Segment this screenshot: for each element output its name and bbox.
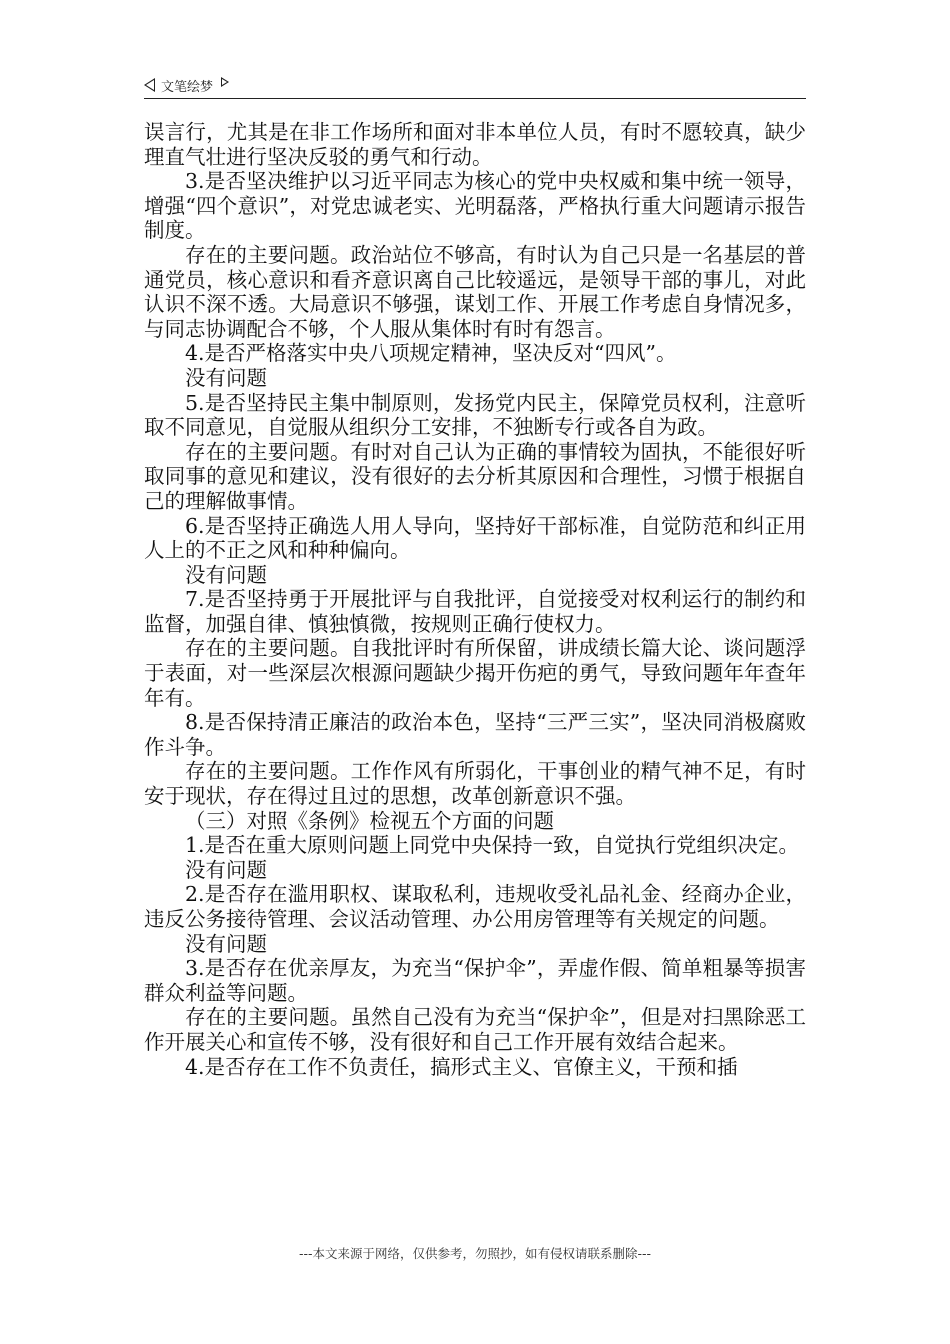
paragraph: 存在的主要问题。虽然自己没有为充当“保护伞”，但是对扫黑除恶工作开展关心和宣传不够，没有很好和自己工作开展有效结合起来。	[144, 1005, 806, 1054]
paragraph: 4.是否严格落实中央八项规定精神，坚决反对“四风”。	[185, 341, 677, 366]
document-body	[144, 120, 806, 1079]
triangle-left-icon	[144, 78, 155, 92]
paragraph: 没有问题	[185, 931, 267, 956]
triangle-right-icon	[221, 77, 229, 87]
paragraph: 6.是否坚持正确选人用人导向，坚持好干部标准，自觉防范和纠正用人上的不正之风和种种偏向。	[144, 513, 806, 563]
paragraph: 1.是否在重大原则问题上同党中央保持一致，自觉执行党组织决定。	[185, 833, 800, 858]
page-header	[144, 72, 806, 99]
paragraph: 没有问题	[185, 857, 267, 882]
paragraph: 误言行，尤其是在非工作场所和面对非本单位人员，有时不愿较真，缺少理直气壮进行坚决反驳的勇气和行动。	[144, 120, 806, 169]
paragraph: 没有问题	[185, 365, 267, 390]
page-footer: ---本文来源于网络，仅供参考，勿照抄，如有侵权请联系删除---	[298, 1246, 652, 1261]
paragraph: 3.是否坚决维护以习近平同志为核心的党中央权威和集中统一领导，增强“四个意识”，对党忠诚老实、光明磊落，严格执行重大问题请示报告制度。	[144, 169, 806, 243]
paragraph: 8.是否保持清正廉洁的政治本色，坚持“三严三实”，坚决同消极腐败作斗争。	[144, 710, 806, 759]
section-heading: （三）对照《条例》检视五个方面的问题	[185, 808, 554, 833]
paragraph: 7.是否坚持勇于开展批评与自我批评，自觉接受对权利运行的制约和监督，加强自律、慎独慎微，按规则正确行使权力。	[144, 587, 806, 636]
paragraph: 2.是否存在滥用职权、谋取私利，违规收受礼品礼金、经商办企业，违反公务接待管理、会议活动管理、办公用房管理等有关规定的问题。	[144, 882, 806, 931]
header-title: 文笔绘梦	[161, 79, 214, 95]
paragraph: 没有问题	[185, 562, 267, 587]
paragraph: 3.是否存在优亲厚友，为充当“保护伞”，弄虚作假、简单粗暴等损害群众利益等问题。	[144, 956, 806, 1005]
paragraph: 存在的主要问题。有时对自己认为正确的事情较为固执，不能很好听取同事的意见和建议，没有很好的去分析其原因和合理性，习惯于根据自己的理解做事情。	[144, 439, 806, 513]
paragraph: 4.是否存在工作不负责任，搞形式主义、官僚主义，干预和插	[185, 1054, 738, 1079]
paragraph: 5.是否坚持民主集中制原则，发扬党内民主，保障党员权利，注意听取不同意见，自觉服从组织分工安排，不独断专行或各自为政。	[144, 390, 806, 440]
paragraph: 存在的主要问题。工作作风有所弱化，干事创业的精气神不足，有时安于现状，存在得过且过的思想，改革创新意识不强。	[144, 759, 806, 809]
paragraph: 存在的主要问题。自我批评时有所保留，讲成绩长篇大论、谈问题浮于表面，对一些深层次根源问题缺少揭开伤疤的勇气，导致问题年年查年年有。	[144, 636, 806, 710]
paragraph: 存在的主要问题。政治站位不够高，有时认为自己只是一名基层的普通党员，核心意识和看齐意识离自己比较遥远，是领导干部的事儿，对此认识不深不透。大局意识不够强，谋划工作、开展工作考虑自身情况多，与同志协调配合不够，个人服从集体时有时有怨言。	[144, 242, 806, 341]
